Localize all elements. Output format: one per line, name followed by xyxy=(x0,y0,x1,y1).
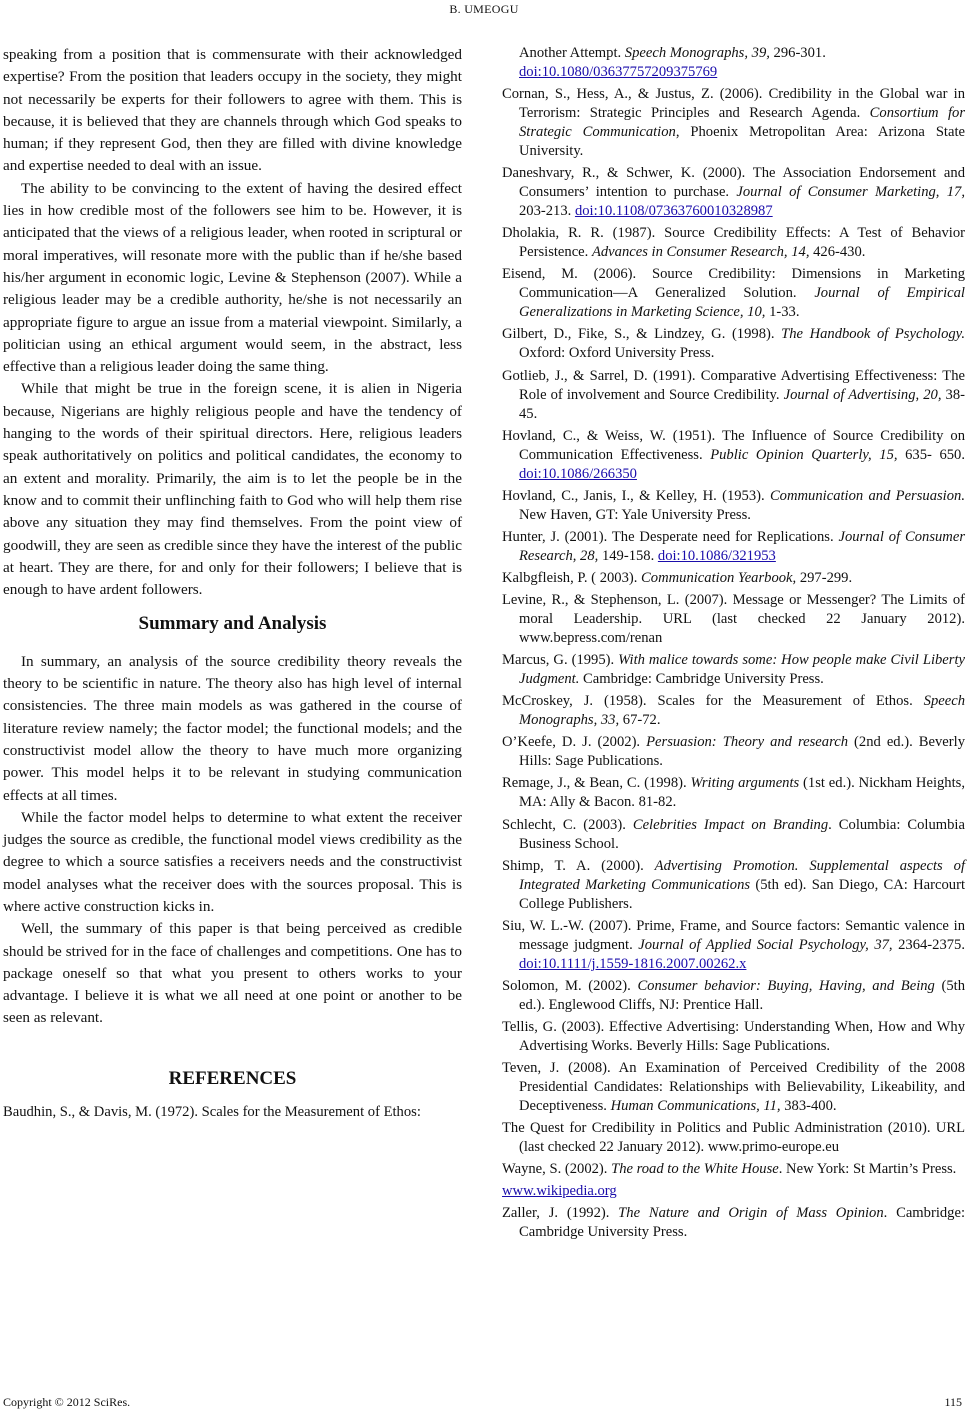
reference-italic: Journal of Consumer Marketing, 17, xyxy=(736,184,965,201)
reference-text: O’Keefe, D. J. (2002). xyxy=(502,734,647,751)
reference-entry xyxy=(502,651,965,689)
reference-text: Hovland, C., Janis, I., & Kelley, H. (1953). xyxy=(502,487,770,504)
reference-italic: Writing arguments xyxy=(690,775,800,792)
reference-italic: Journal of Consumer Research, 28, xyxy=(519,528,966,564)
reference-italic: The Nature and Origin of Mass Opinion xyxy=(618,1205,884,1222)
references-list xyxy=(502,44,965,1245)
reference-text: Hunter, J. (2001). The Desperate need for Replications. xyxy=(502,528,839,545)
reference-link[interactable]: doi:10.1108/07363760010328987 xyxy=(574,203,773,220)
page-number: 115 xyxy=(944,1395,962,1409)
reference-entry xyxy=(502,85,965,161)
copyright-footer: Copyright © 2012 SciRes. xyxy=(3,1395,131,1409)
reference-text: Cambridge: Cambridge University Press. xyxy=(579,671,824,688)
reference-italic: Human Communications, 11, xyxy=(610,1097,781,1114)
reference-text: Schlecht, C. (2003). xyxy=(502,816,633,833)
reference-text: McCroskey, J. (1958). Scales for the Measurement of Ethos. xyxy=(502,693,924,710)
reference-text: 1-33. xyxy=(765,304,800,321)
reference-text: 2364-2375. xyxy=(892,936,965,953)
reference-entry xyxy=(502,427,965,484)
reference-text: 635- 650. xyxy=(897,446,965,463)
reference-text: Remage, J., & Bean, C. (1998). xyxy=(502,775,691,792)
reference-link[interactable]: doi:10.1080/03637757209375769 xyxy=(519,64,718,80)
reference-text: 149-158. xyxy=(598,547,658,564)
reference-text: Oxford: Oxford University Press. xyxy=(519,345,715,362)
reference-text: Gilbert, D., Fike, S., & Lindzey, G. (1998). xyxy=(502,326,782,343)
reference-text: Eisend, M. (2006). Source Credibility: Dimensions in Marketing Communication—A Generalized Solution. xyxy=(502,266,965,302)
reference-italic: Journal of Applied Social Psychology, 37, xyxy=(638,936,893,953)
body-paragraph: speaking from a position that is commensurate with their acknowledged expertise? From the position that leaders occupy in the society, they might not necessarily be experts for their followers to agree with them. This is because, it is believed that they are channels through which God speaks to human; if they represent God, then they are filled with divine knowledge and expertise needed to deal with an issue. xyxy=(3,46,462,175)
reference-text: Solomon, M. (2002). xyxy=(502,977,638,994)
reference-text: Siu, W. L.-W. (2007). Prime, Frame, and Source factors: Semantic valence in message judgment. xyxy=(502,917,965,953)
body-paragraph: While that might be true in the foreign scene, it is alien in Nigeria because, Nigerians are highly religious people and have the tendency of hanging to the words of their spiritual directors. Here, religious leaders speak authoritatively on politics and political candidates, the economy to an extent and morality. Primarily, the aim is to let the people be in the know and to commit their unflinching faith to God who will help them rise above any situation they may find themselves. From the point view of goodwill, they are seen as credible since they have the interest of the public at heart. They are there, for and only for their followers; I believe that is enough to have ardent followers. xyxy=(3,380,462,599)
reference-text: Levine, R., & Stephenson, L. (2007). Message or Messenger? The Limits of moral Leadership. URL (last checked 22 January 2012). www.bepress.com/renan xyxy=(502,592,965,647)
reference-text: 383-400. xyxy=(780,1097,837,1114)
reference-text: . Columbia: Columbia Business School. xyxy=(519,816,965,852)
body-paragraph: Well, the summary of this paper is that being perceived as credible should be strived for in the face of challenges and competitions. One has to package oneself so that what you present to others works to your advantage. I believe it is what we all need at one point or another to be seen as relevant. xyxy=(3,920,462,1027)
reference-text: (1st ed.). Nickham Heights, MA: Ally & Bacon. 81-82. xyxy=(519,775,965,811)
reference-entry xyxy=(502,1182,965,1201)
reference-italic: Advances in Consumer Research, 14, xyxy=(591,244,810,261)
reference-italic: Communication and Persuasion. xyxy=(769,487,965,504)
reference-entry xyxy=(502,1160,965,1179)
reference-entry xyxy=(502,325,965,363)
reference-text: New Haven, GT: Yale University Press. xyxy=(519,506,751,523)
reference-text: The Quest for Credibility in Politics and Public Administration (2010). URL (last checked 22 January 2012). www.primo-europe.eu xyxy=(502,1120,965,1156)
reference-text: Another Attempt. xyxy=(519,45,625,61)
reference-link[interactable]: doi:10.1086/266350 xyxy=(519,465,637,482)
reference-italic: Journal of Empirical Generalizations in Marketing Science, 10, xyxy=(519,285,965,321)
reference-entry xyxy=(502,487,965,525)
section-heading-summary: Summary and Analysis xyxy=(138,613,327,635)
reference-entry xyxy=(502,591,965,648)
reference-entry xyxy=(502,816,965,854)
reference-entry xyxy=(502,528,965,566)
reference-entry xyxy=(502,857,965,914)
reference-entry xyxy=(502,1204,965,1242)
reference-entry xyxy=(502,367,965,424)
reference-link[interactable]: www.wikipedia.org xyxy=(502,1183,617,1200)
reference-italic: The road to the White House xyxy=(611,1161,779,1178)
reference-entry xyxy=(502,569,965,588)
reference-text: Hovland, C., & Weiss, W. (1951). The Influence of Source Credibility on Communication Effectiveness. xyxy=(502,427,965,463)
reference-italic: Consumer behavior: Buying, Having, and Being xyxy=(637,977,935,994)
reference-entry xyxy=(502,917,965,974)
reference-italic: The Handbook of Psychology. xyxy=(781,326,965,343)
reference-link[interactable]: doi:10.1086/321953 xyxy=(657,547,776,564)
reference-text: Gotlieb, J., & Sarrel, D. (1991). Comparative Advertising Effectiveness: The Role of involvement and Source Credibility. xyxy=(502,367,965,403)
reference-text: Cornan, S., Hess, A., & Justus, Z. (2006). Credibility in the Global war in Terrorism: Strategic Principles and Research Agenda. xyxy=(502,86,965,122)
reference-text: , Phoenix Metropolitan Area: Arizona State University. xyxy=(519,124,965,160)
reference-text: Zaller, J. (1992). xyxy=(502,1205,619,1222)
reference-text: (5th ed.). Englewood Cliffs, NJ: Prentice Hall. xyxy=(519,977,965,1013)
reference-text: Teven, J. (2008). An Examination of Perceived Credibility of the 2008 Presidential Candidates: Relationships with Believability, Likeability, and Deceptiveness. xyxy=(502,1059,965,1114)
reference-text: Dholakia, R. R. (1987). Source Credibility Effects: A Test of Behavior Persistence. xyxy=(502,225,965,261)
reference-italic: Persuasion: Theory and research xyxy=(646,734,848,751)
reference-text: Shimp, T. A. (2000). xyxy=(502,857,655,874)
reference-entry xyxy=(502,692,965,730)
body-paragraph: In summary, an analysis of the source credibility theory reveals the theory to be scientific in nature. The theory also has high level of internal consistencies. The three main models as was gathered in the course of literature review namely; the factor model; the functional models; and the constructivist model allow the theory to have much more organizing power. This model helps it to be relevant in studying communication effects at all times. xyxy=(3,652,462,804)
reference-italic: Speech Monographs, 39, xyxy=(624,45,770,61)
reference-italic: Speech Monographs, 33, xyxy=(519,693,965,729)
reference-italic: Communication Yearbook, xyxy=(641,569,797,586)
reference-entry xyxy=(502,1119,965,1157)
reference-text: 38-45. xyxy=(519,386,965,422)
reference-text: 67-72. xyxy=(619,712,661,729)
reference-entry xyxy=(502,224,965,262)
reference-italic: Journal of Advertising, 20, xyxy=(783,386,942,403)
reference-text: Kalbgfleish, P. ( 2003). xyxy=(502,569,642,586)
reference-text: . Cambridge: Cambridge University Press. xyxy=(519,1205,965,1241)
reference-text: . New York: St Martin’s Press. xyxy=(778,1161,957,1178)
reference-entry: Baudhin, S., & Davis, M. (1972). Scales for the Measurement of Ethos: xyxy=(3,1104,421,1121)
reference-link[interactable]: doi:10.1111/j.1559-1816.2007.00262.x xyxy=(519,955,747,972)
reference-italic: Public Opinion Quarterly, 15, xyxy=(710,446,898,463)
reference-italic: Celebrities Impact on Branding xyxy=(632,816,829,833)
reference-text: (5th ed). San Diego, CA: Harcourt College Publishers. xyxy=(519,876,965,912)
reference-text: Tellis, G. (2003). Effective Advertising: Understanding When, How and Why Advertising Works. Beverly Hills: Sage Publications. xyxy=(502,1018,965,1054)
reference-italic: With malice towards some: How people make Civil Liberty Judgment. xyxy=(519,652,965,688)
reference-text: 296-301. xyxy=(769,45,826,61)
reference-entry xyxy=(502,1059,965,1116)
left-column xyxy=(3,44,462,1122)
reference-text: 203-213. xyxy=(519,203,575,220)
reference-entry xyxy=(502,1018,965,1056)
reference-entry xyxy=(502,977,965,1015)
reference-entry xyxy=(502,44,965,82)
running-head: B. UMEOGU xyxy=(449,2,519,16)
reference-entry xyxy=(502,164,965,221)
body-paragraph: The ability to be convincing to the extent of having the desired effect lies in how credible most of the followers see him to be. However, it is anticipated that the views of a religious leader, when rooted in scriptural or moral imperatives, will resonate more with the public than if he/she based his/her argument in economic logic, Levine & Stephenson (2007). While a religious leader may be a credible authority, he/she is not necessarily an appropriate figure to argue an issue from a material viewpoint. Similarly, a politician using an ethical argument would seem, in the abstract, less effective than a religious leader doing the same thing. xyxy=(3,179,462,376)
reference-text: Marcus, G. (1995). xyxy=(502,652,619,669)
reference-text: Daneshvary, R., & Schwer, K. (2000). The Association Endorsement and Consumers’ intention to purchase. xyxy=(502,165,965,201)
reference-text: 297-299. xyxy=(796,569,853,586)
body-paragraph: While the factor model helps to determine to what extent the receiver judges the source as credible, the functional model views credibility as the degree to which a source satisfies a receivers needs and the constructivist model analyses what the receiver does with the sources proposal. This is where active construction kicks in. xyxy=(3,808,462,915)
reference-entry xyxy=(502,265,965,322)
section-heading-references: REFERENCES xyxy=(168,1067,297,1089)
reference-text: Wayne, S. (2002). xyxy=(502,1161,612,1178)
reference-italic: Consortium for Strategic Communication xyxy=(519,105,966,141)
reference-italic: Advertising Promotion. Supplemental aspects of Integrated Marketing Communications xyxy=(519,857,965,893)
reference-text: (2nd ed.). Beverly Hills: Sage Publications. xyxy=(519,734,966,770)
reference-entry xyxy=(502,774,965,812)
reference-text: 426-430. xyxy=(809,244,866,261)
reference-entry xyxy=(502,733,965,771)
